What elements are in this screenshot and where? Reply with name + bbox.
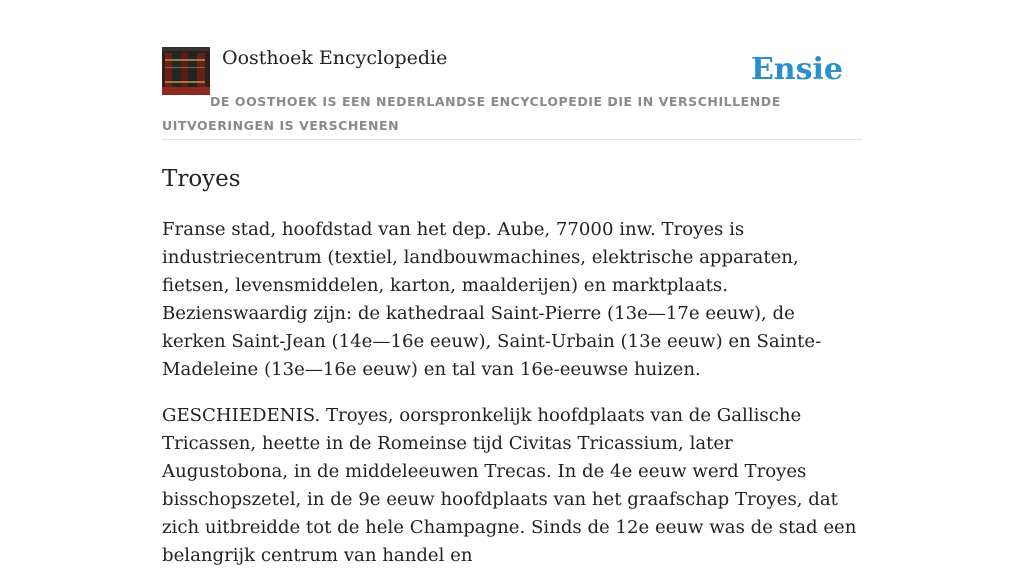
book-spines-icon: [162, 47, 210, 95]
publication-avatar[interactable]: [162, 47, 210, 95]
article-body: [162, 216, 864, 588]
article-paragraph: Franse stad, hoofdstad van het dep. Aube, 77000 inw. Troyes is industriecentrum (textiel, landbouwmachines, elektrische apparaten, fietsen, levensmiddelen, karton, maalderijen) en marktplaats. Bezienswaardig zijn: de kathedraal Saint-Pierre (13e—17e eeuw), de kerken Saint-Jean (14e—16e eeuw), Saint-Urbain (13e eeuw) en Sainte-Madeleine (13e—16e eeuw) en tal van 16e-eeuwse huizen.: [162, 219, 822, 380]
publication-tagline: DE OOSTHOEK IS EEN NEDERLANDSE ENCYCLOPEDIE DIE IN VERSCHILLENDE UITVOERINGEN IS VERSCHENEN: [162, 94, 781, 133]
header-divider: [162, 139, 862, 140]
article-paragraph: GESCHIEDENIS. Troyes, oorspronkelijk hoofdplaats van de Gallische Tricassen, heette in de Romeinse tijd Civitas Tricassium, later Augustobona, in de middeleeuwen Trecas. In de 4e eeuw werd Troyes bisschopszetel, in de 9e eeuw hoofdplaats van het graafschap Troyes, dat zich uitbreidde tot de hele Champagne. Sinds de 12e eeuw was de stad een belangrijk centrum van handel en: [162, 405, 857, 566]
publication-title[interactable]: Oosthoek Encyclopedie: [222, 47, 448, 69]
article-title: Troyes: [162, 166, 241, 192]
ensie-logo[interactable]: Ensie: [750, 52, 843, 87]
